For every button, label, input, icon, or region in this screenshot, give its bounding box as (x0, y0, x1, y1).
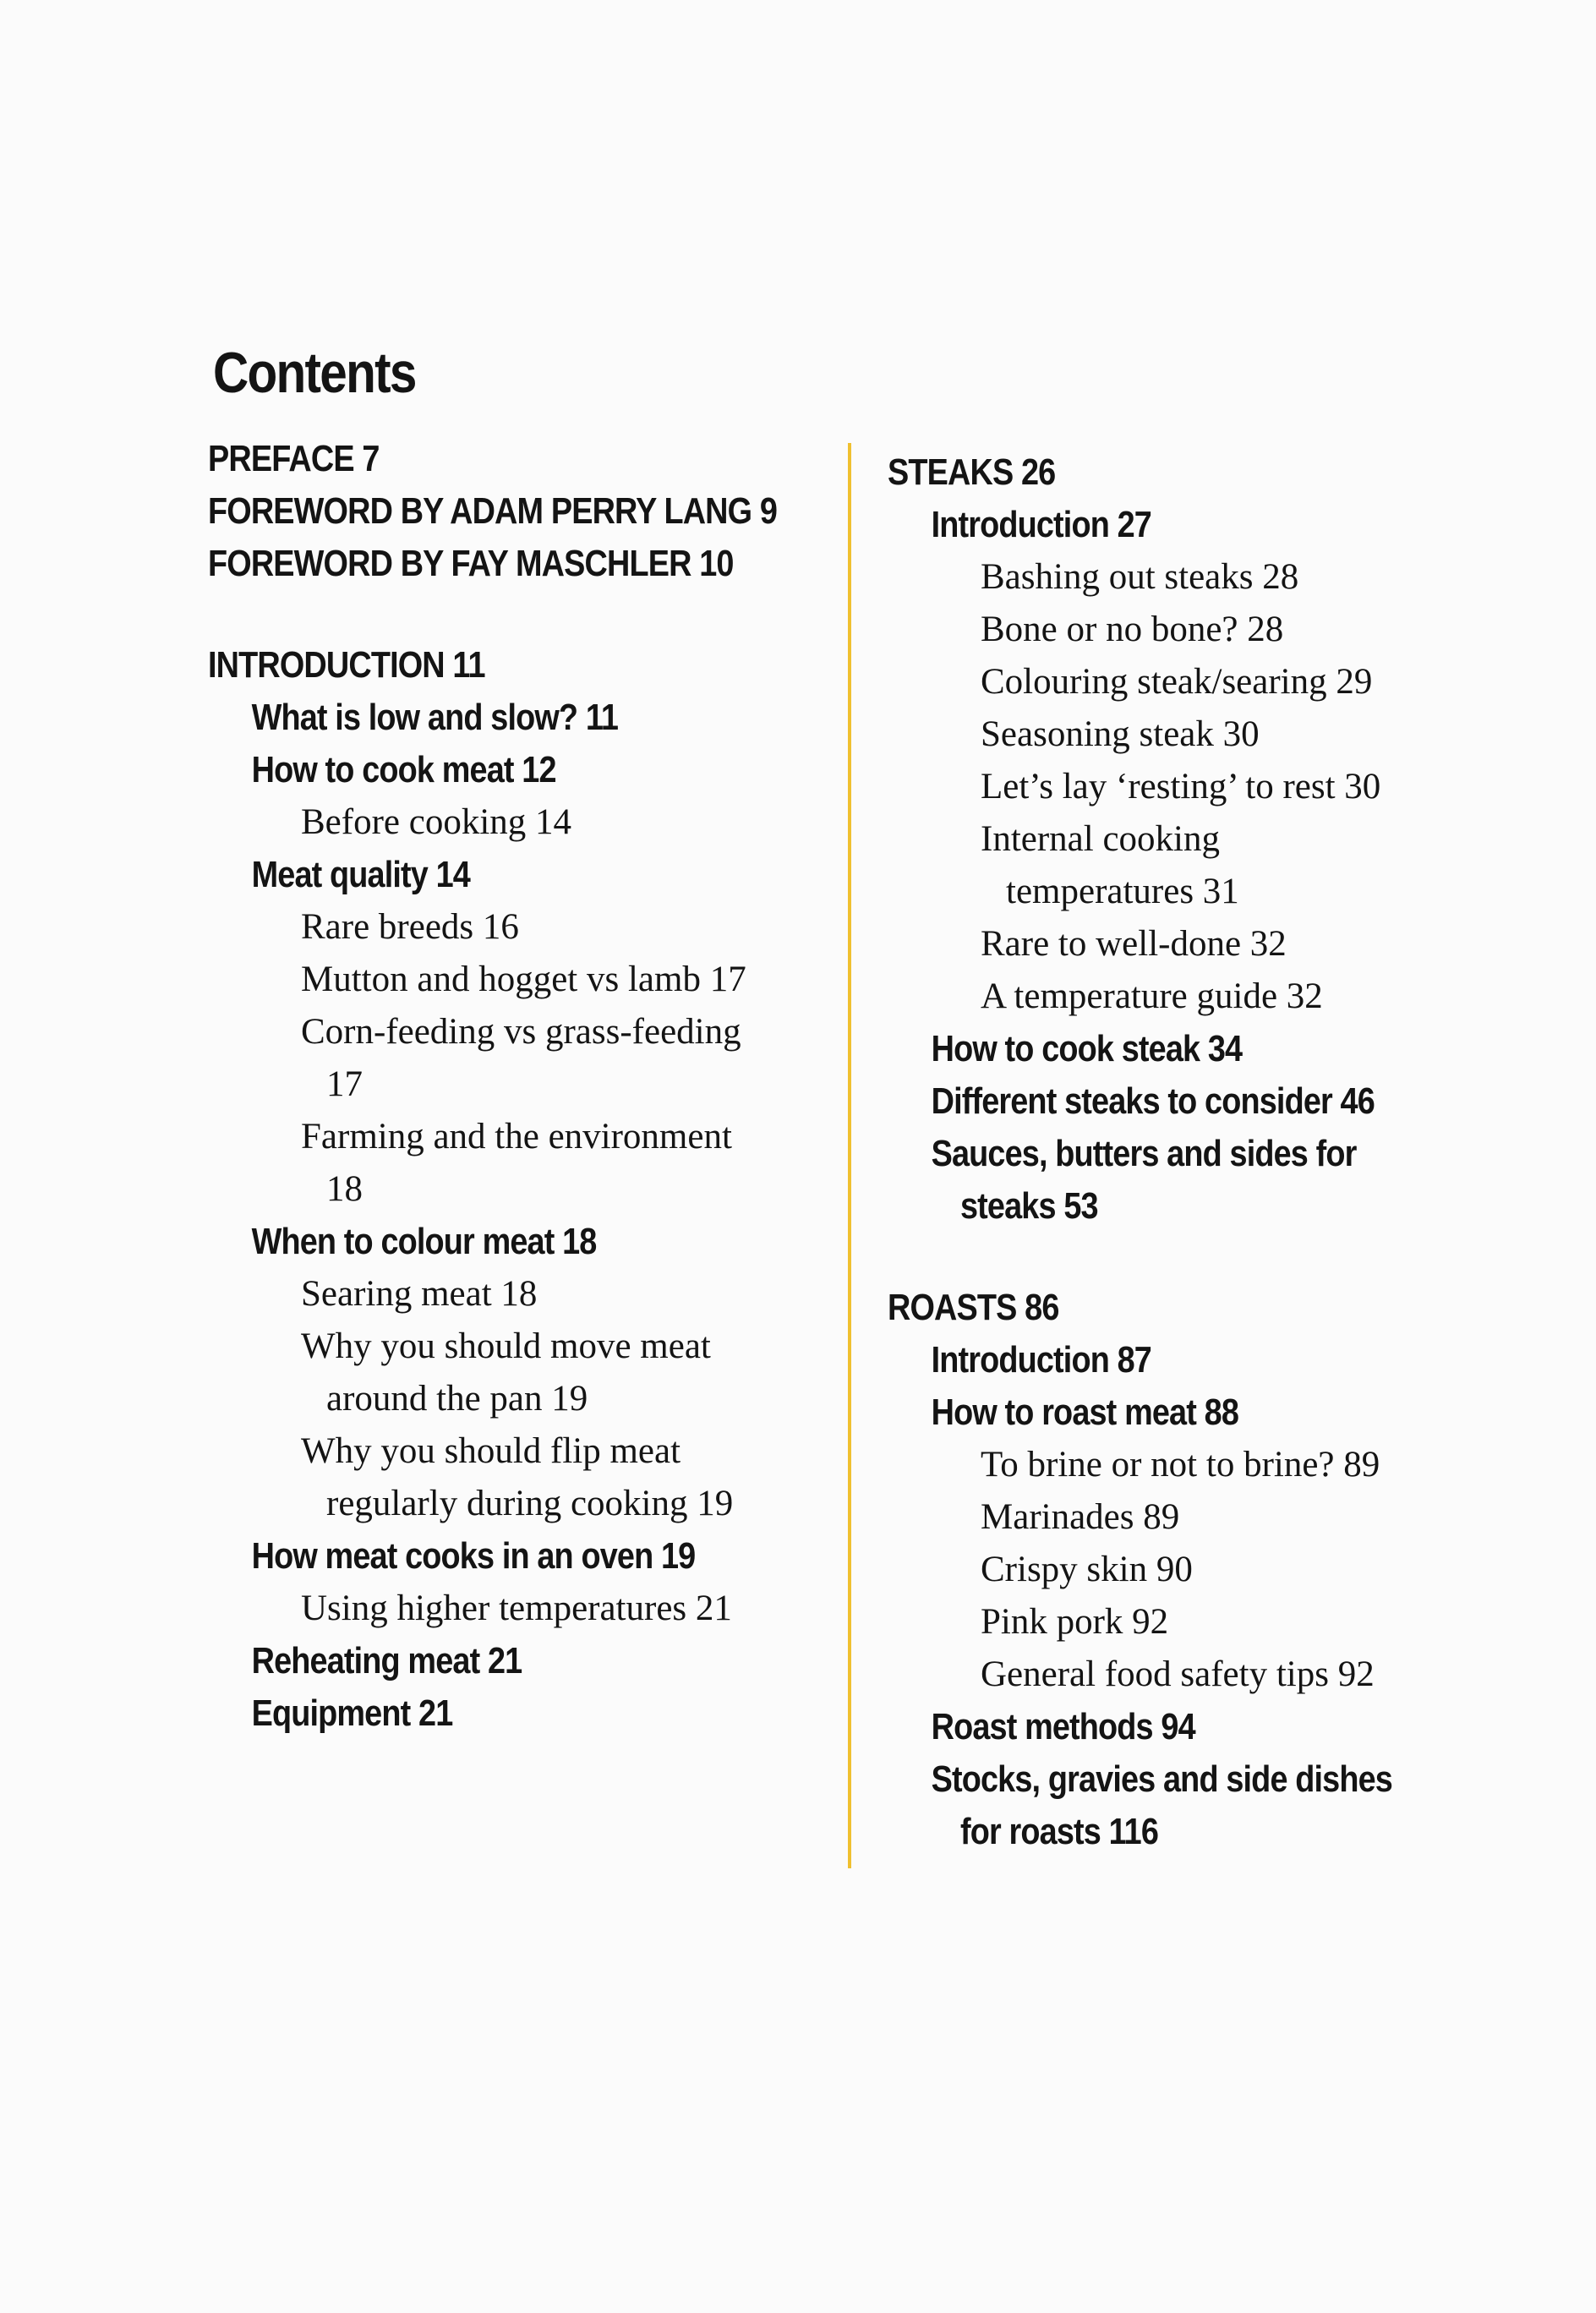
toc-entry-text: Sauces, butters and sides for (931, 1133, 1357, 1174)
toc-subsection-entry (208, 1530, 761, 1583)
toc-item-entry (208, 796, 850, 849)
toc-subsection-entry (208, 1687, 761, 1740)
section-gap (888, 1233, 1530, 1282)
toc-entry-text: Introduction 87 (931, 1339, 1151, 1381)
toc-subsection-entry (208, 849, 761, 901)
toc-item-entry (208, 1268, 850, 1321)
toc-section-entry (888, 1282, 1440, 1334)
toc-entry-text: What is low and slow? 11 (251, 697, 619, 738)
toc-entry-text: INTRODUCTION 11 (208, 644, 485, 686)
toc-entry-text: To brine or not to brine? 89 (981, 1445, 1380, 1485)
toc-entry-text: ROASTS 86 (888, 1287, 1059, 1328)
toc-item-entry (888, 813, 1530, 918)
toc-section-entry (208, 485, 778, 538)
toc-entry-text: Roast methods 94 (931, 1706, 1195, 1747)
toc-entry-continuation: for roasts 116 (960, 1811, 1159, 1852)
toc-entry-text: Why you should flip meat (301, 1431, 681, 1471)
toc-entry-text: Searing meat 18 (301, 1274, 538, 1314)
toc-item-entry (208, 1006, 850, 1111)
toc-item-entry (888, 1596, 1530, 1649)
toc-subsection-entry (208, 744, 761, 796)
toc-entry-text: Let’s lay ‘resting’ to rest 30 (981, 767, 1381, 807)
toc-entry-text: How meat cooks in an oven 19 (251, 1535, 696, 1577)
toc-entry-text: STEAKS 26 (888, 451, 1056, 493)
toc-item-entry (208, 1425, 850, 1530)
toc-subsection-entry (888, 1128, 1440, 1233)
toc-entry-text: Why you should move meat (301, 1326, 711, 1366)
toc-entry-continuation: temperatures 31 (1006, 872, 1239, 911)
toc-entry-text: Colouring steak/searing 29 (981, 662, 1373, 702)
toc-left-column (208, 433, 850, 1740)
toc-subsection-entry (888, 1701, 1440, 1753)
toc-entry-text: Different steaks to consider 46 (931, 1080, 1375, 1122)
toc-right-column (888, 446, 1530, 1858)
toc-section-entry (208, 639, 761, 692)
toc-item-entry (888, 1439, 1530, 1491)
toc-item-entry (888, 761, 1530, 813)
toc-entry-continuation: 18 (326, 1169, 363, 1209)
toc-subsection-entry (888, 1334, 1440, 1386)
toc-subsection-entry (888, 499, 1440, 551)
toc-item-entry (208, 1111, 850, 1216)
toc-item-entry (888, 918, 1530, 971)
toc-item-entry (208, 1583, 850, 1635)
toc-entry-text: Rare to well-done 32 (981, 924, 1287, 964)
toc-item-entry (208, 1321, 850, 1425)
section-gap (208, 590, 850, 639)
toc-subsection-entry (208, 692, 761, 744)
toc-entry-text: When to colour meat 18 (251, 1221, 597, 1262)
toc-entry-text: Equipment 21 (251, 1692, 453, 1734)
toc-item-entry (208, 954, 850, 1006)
toc-subsection-entry (208, 1635, 761, 1687)
toc-item-entry (888, 971, 1530, 1023)
toc-entry-text: PREFACE 7 (208, 438, 380, 479)
toc-item-entry (888, 708, 1530, 761)
toc-entry-continuation: around the pan 19 (326, 1379, 588, 1419)
toc-subsection-entry (888, 1075, 1440, 1128)
toc-item-entry (888, 604, 1530, 656)
toc-item-entry (888, 1491, 1530, 1544)
toc-entry-text: How to cook steak 34 (931, 1028, 1243, 1069)
toc-entry-text: Introduction 27 (931, 504, 1151, 545)
toc-entry-text: Rare breeds 16 (301, 907, 519, 947)
toc-entry-text: Pink pork 92 (981, 1602, 1169, 1642)
toc-entry-text: Internal cooking (981, 819, 1220, 859)
toc-entry-text: Using higher temperatures 21 (301, 1588, 732, 1628)
toc-subsection-entry (888, 1023, 1440, 1075)
toc-entry-text: Crispy skin 90 (981, 1550, 1193, 1589)
toc-entry-text: Before cooking 14 (301, 802, 572, 842)
toc-entry-continuation: 17 (326, 1064, 363, 1104)
toc-entry-text: A temperature guide 32 (981, 976, 1323, 1016)
toc-subsection-entry (888, 1753, 1440, 1858)
toc-section-entry (208, 433, 761, 485)
toc-entry-text: Meat quality 14 (251, 854, 470, 895)
toc-subsection-entry (208, 1216, 761, 1268)
toc-entry-text: Marinades 89 (981, 1497, 1180, 1537)
toc-section-entry (888, 446, 1440, 499)
toc-entry-text: Mutton and hogget vs lamb 17 (301, 960, 746, 999)
toc-entry-text: Seasoning steak 30 (981, 714, 1260, 754)
toc-item-entry (888, 656, 1530, 708)
toc-entry-continuation: steaks 53 (960, 1185, 1098, 1227)
toc-entry-text: Bashing out steaks 28 (981, 557, 1299, 597)
toc-entry-text: Farming and the environment (301, 1117, 732, 1156)
toc-entry-text: Stocks, gravies and side dishes (931, 1758, 1393, 1800)
toc-item-entry (208, 901, 850, 954)
toc-entry-text: FOREWORD BY ADAM PERRY LANG 9 (208, 490, 778, 532)
toc-entry-text: Reheating meat 21 (251, 1640, 522, 1681)
toc-entry-continuation: regularly during cooking 19 (326, 1484, 734, 1523)
toc-item-entry (888, 1649, 1530, 1701)
toc-entry-text: General food safety tips 92 (981, 1654, 1375, 1694)
toc-entry-text: FOREWORD BY FAY MASCHLER 10 (208, 543, 734, 584)
page-title: Contents (213, 341, 416, 405)
toc-entry-text: Corn-feeding vs grass-feeding (301, 1012, 741, 1052)
toc-item-entry (888, 1544, 1530, 1596)
toc-subsection-entry (888, 1386, 1440, 1439)
toc-entry-text: Bone or no bone? 28 (981, 610, 1284, 649)
toc-item-entry (888, 551, 1530, 604)
toc-entry-text: How to roast meat 88 (931, 1392, 1239, 1433)
toc-entry-text: How to cook meat 12 (251, 749, 556, 790)
toc-section-entry (208, 538, 761, 590)
